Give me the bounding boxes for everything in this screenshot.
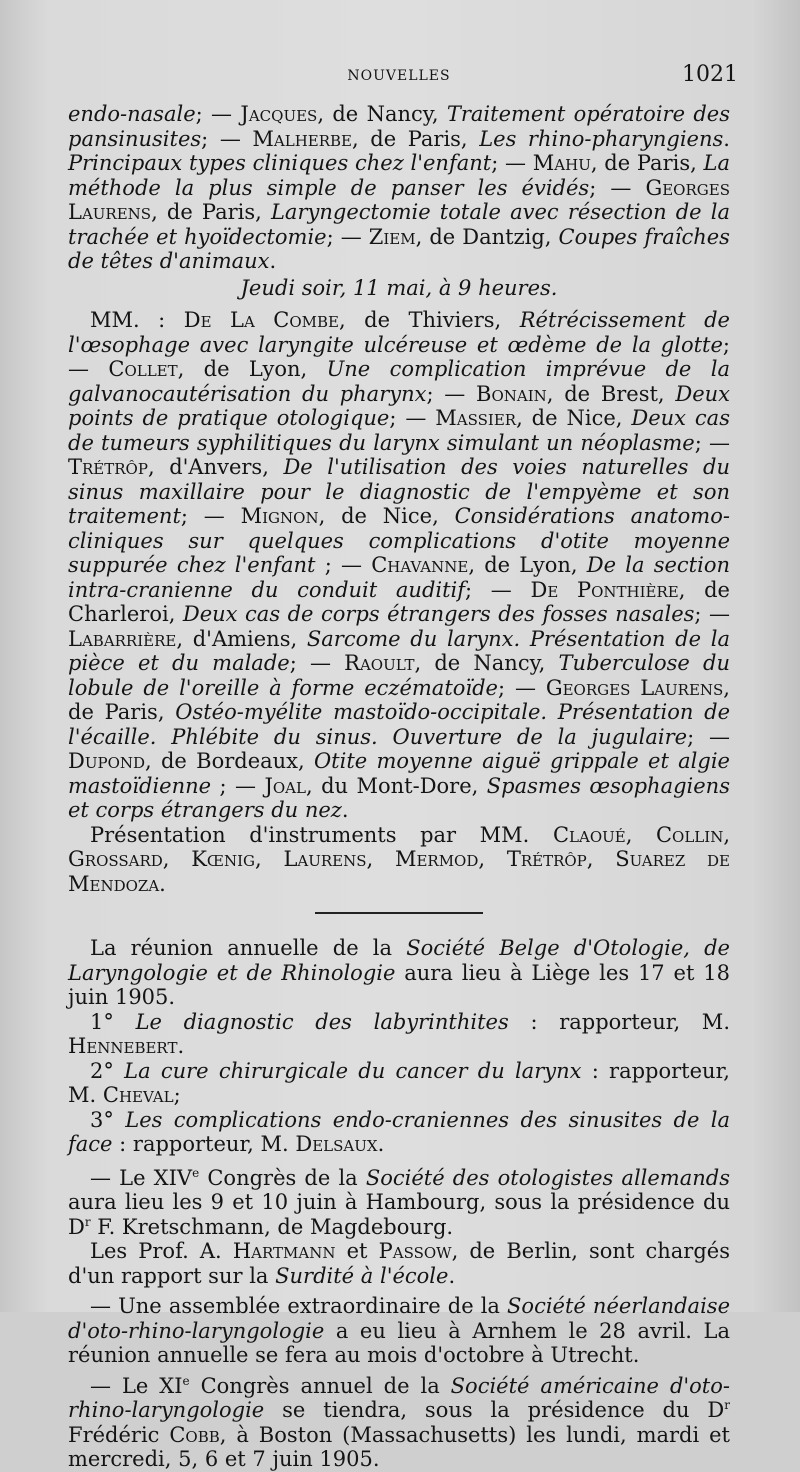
text-run: : rapporteur, M. [530, 1009, 730, 1034]
paragraph-american-congress [68, 1374, 730, 1472]
rapporteur-name: Delsaux [295, 1132, 378, 1156]
author-city: , de Paris, [352, 126, 468, 151]
text-run: — Le XI [90, 1373, 183, 1398]
author-name: Dupond [68, 749, 146, 773]
item-number: 1° [90, 1009, 114, 1034]
running-head-title: NOUVELLES [347, 68, 451, 84]
running-head [68, 58, 738, 102]
presenter-names: Claoué, Collin, Grossard, Kœnig, Laurens, Mermod, Trétrôp, Suarez de Mendoza [68, 822, 730, 896]
author-name: Trétrôp [68, 455, 148, 479]
author-city: , de Brest, [546, 381, 665, 406]
paragraph-instruments [68, 823, 730, 897]
author-name: Labarrière [68, 626, 177, 651]
author-name: Chavanne [371, 553, 469, 577]
instruments-label: Présentation d'instruments par MM. [90, 822, 530, 847]
author-city: , de Nancy, [317, 102, 439, 126]
text-run: : rapporteur, M. [119, 1132, 289, 1156]
paper-title: Rétrécissement de l'œsophage avec laryngite ulcéreuse et œdème de la glotte [68, 308, 730, 357]
paragraph-report [68, 1239, 730, 1288]
rapporteur-name: Cheval [102, 1083, 174, 1107]
person-name: Cobb [169, 1422, 220, 1447]
separator: ; — [426, 381, 466, 406]
paragraph-belgian-society [68, 936, 730, 1010]
text-run: aura lieu les 9 et 10 juin à Hambourg, sous la présidence du D [68, 1190, 730, 1239]
paper-title: Spasmes œsophagiens et corps étrangers du nez [68, 773, 730, 822]
person-name: Hartmann [232, 1239, 336, 1263]
paper-title: La méthode la plus simple de panser les évidés [68, 151, 730, 200]
text-run: : rapporteur, M. [68, 1058, 730, 1107]
author-city: , de Paris, [151, 200, 262, 224]
item-title: La cure chirurgicale du cancer du larynx [124, 1058, 582, 1083]
author-name: Bonain [476, 381, 547, 406]
item-title: Le diagnostic des labyrinthites [135, 1009, 509, 1034]
author-name: Mahu [532, 151, 591, 175]
punctuation: ; [173, 1083, 181, 1107]
author-name: Jacques [240, 102, 318, 126]
paper-title: Une complication imprévue de la galvanocautérisation du pharynx [68, 357, 730, 406]
text-run: Les Prof. A. [90, 1239, 222, 1263]
text-run: — Le XIV [90, 1165, 193, 1190]
text-run: Frédéric [68, 1422, 160, 1447]
author-name: Ziem [368, 224, 416, 249]
agenda-item-2 [68, 1059, 730, 1108]
author-city: , d'Anvers, [147, 455, 269, 479]
paper-title: De la section intra-cranienne du conduit auditif [68, 553, 730, 602]
author-name: Joal [264, 773, 306, 798]
superscript: e [192, 1165, 200, 1180]
text-run: a eu lieu à Arnhem le 28 avril. La réunion annuelle se fera au mois d'octobre à Utrecht. [68, 1318, 730, 1367]
separator: ; — [201, 126, 241, 151]
text-run: , de Berlin, sont chargés d'un rapport sur la [68, 1239, 730, 1288]
separator: ; — [180, 504, 225, 528]
text-run: , à Boston (Massachusetts) les lundi, mardi et mercredi, 5, 6 et 7 juin 1905. [68, 1422, 730, 1471]
society-name: Société américaine d'oto-rhino-laryngologie [68, 1373, 730, 1422]
punctuation: . [448, 1263, 456, 1288]
author-city: , de Lyon, [177, 357, 308, 381]
separator: ; — [68, 332, 730, 381]
rapporteur-name: Hennebert [68, 1034, 178, 1058]
author-name: Georges Laurens [545, 675, 724, 700]
mm-label: MM. : [90, 308, 166, 332]
item-title: Les complications endo-craniennes des sinusites de la face [68, 1107, 730, 1156]
paper-title: De l'utilisation des voies naturelles du sinus maxillaire pour le diagnostic de l'empyème et son traitement [68, 455, 730, 528]
paragraph-dutch-society [68, 1294, 730, 1368]
author-city: , de Dantzig, [415, 224, 552, 249]
body-text [68, 102, 730, 1472]
item-number: 3° [90, 1107, 114, 1132]
paper-title: Principaux types cliniques chez l'enfant [68, 151, 492, 175]
report-title: Surdité à l'école [275, 1263, 449, 1288]
author-city: , du Mont-Dore, [305, 773, 479, 798]
text-run: aura lieu à Liège les 17 et 18 juin 1905. [68, 960, 730, 1009]
person-name: Passow [378, 1239, 452, 1263]
spacer [68, 1157, 730, 1166]
author-name: De Ponthière [530, 577, 679, 602]
agenda-item-1 [68, 1010, 730, 1059]
punctuation: . [177, 1034, 185, 1058]
author-city: , de Paris, [68, 675, 730, 724]
paper-title: Coupes fraîches de têtes d'animaux [68, 224, 730, 273]
author-city: , de Nice, [318, 504, 439, 528]
title-fragment: endo-nasale [68, 102, 196, 126]
paper-title: Deux cas de corps étrangers des fosses nasales [182, 602, 695, 626]
paragraph-session-list [68, 308, 730, 823]
paper-title: Les rhino-pharyngiens [479, 126, 724, 151]
separator: ; — [324, 553, 363, 577]
paper-title: Sarcome du larynx. Présentation de la pièce et du malade [68, 626, 730, 675]
text-run: Congrès de la [207, 1165, 358, 1190]
author-name: Georges Laurens [68, 175, 730, 224]
paper-title: Considérations anatomo-cliniques sur quelques complications d'otite moyenne suppurée chez l'enfant [68, 504, 730, 577]
author-name: Malherbe [252, 126, 352, 151]
text-run: et [346, 1239, 368, 1263]
separator: ; — [589, 175, 632, 200]
author-name: De La Combe [183, 308, 339, 332]
separator: ; — [694, 602, 730, 626]
separator: ; — [326, 224, 362, 249]
author-city: , de Nice, [516, 406, 623, 430]
paragraph-german-congress [68, 1166, 730, 1240]
text-run: La réunion annuelle de la [90, 936, 393, 960]
separator: ; — [465, 577, 512, 602]
separator: ; — [389, 406, 427, 430]
society-name: Société des otologistes allemands [365, 1165, 730, 1190]
author-city: , de Nancy, [414, 651, 546, 675]
author-city: , de Paris, [590, 151, 697, 175]
society-name: Société Belge d'Otologie, de Laryngologie et de Rhinologie [68, 936, 730, 985]
superscript: e [182, 1373, 190, 1388]
session-heading [68, 276, 730, 301]
separator: ; — [687, 724, 730, 749]
session-heading-text: Jeudi soir, 11 mai, à 9 heures. [240, 275, 558, 300]
author-city: , de Thiviers, [338, 308, 502, 332]
paper-title: Ostéo-myélite mastoïdo-occipitale. Présentation de l'écaille. Phlébite du sinus. Ouverture de la jugulaire [68, 700, 730, 749]
text-run: se tiendra, sous la présidence du D [282, 1398, 725, 1422]
paper-title: Laryngectomie totale avec résection de la trachée et hyoïdectomie [68, 200, 730, 249]
separator: ; — [219, 773, 257, 798]
separator: ; — [694, 430, 730, 455]
item-number: 2° [90, 1058, 114, 1083]
superscript: r [84, 1214, 91, 1229]
author-city: , de Bordeaux, [145, 749, 305, 773]
author-name: Massier [435, 406, 517, 430]
paragraph-session-continued [68, 102, 730, 274]
paper-title: Traitement opératoire des pansinusites [68, 102, 730, 151]
text-run: Congrès annuel de la [200, 1373, 440, 1398]
author-name: Mignon [240, 504, 319, 528]
page-number: 1021 [682, 62, 738, 87]
author-city: , de Charleroi, [68, 577, 730, 626]
punctuation: . [269, 249, 277, 273]
text-run: — Une assemblée extraordinaire de la [90, 1294, 500, 1318]
separator: ; — [498, 675, 536, 700]
separator: ; — [195, 102, 233, 126]
punctuation: . [341, 798, 349, 822]
punctuation: . [723, 126, 730, 151]
paper-title: Deux cas de tumeurs syphilitiques du larynx simulant un néoplasme [68, 406, 730, 455]
punctuation: . [159, 871, 166, 896]
separator: ; — [289, 651, 331, 675]
separator: ; — [491, 151, 527, 175]
agenda-item-3 [68, 1108, 730, 1157]
author-name: Collet [108, 357, 178, 381]
section-divider [315, 912, 483, 914]
paper-title: Otite moyenne aiguë grippale et algie mastoïdienne [68, 749, 730, 798]
superscript: r [724, 1398, 730, 1412]
society-name: Société néerlandaise d'oto-rhino-laryngologie [68, 1294, 730, 1343]
text-run: F. Kretschmann, de Magdebourg. [97, 1214, 454, 1239]
paper-title: Deux points de pratique otologique [68, 381, 730, 430]
punctuation: . [377, 1132, 385, 1156]
author-city: , de Lyon, [468, 553, 578, 577]
author-name: Raoult [344, 651, 415, 675]
paper-title: Tuberculose du lobule de l'oreille à forme eczématoïde [68, 651, 730, 700]
author-city: , d'Amiens, [176, 626, 298, 651]
